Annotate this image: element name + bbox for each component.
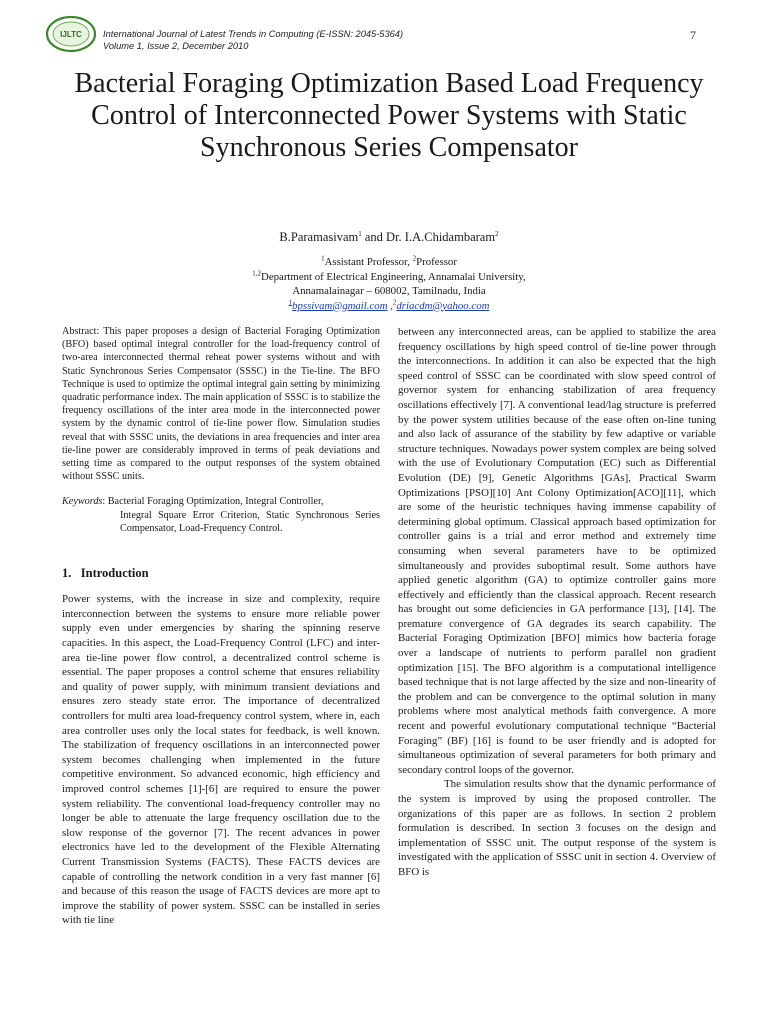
email-1-sup: 1 [288,297,293,306]
journal-name: International Journal of Latest Trends in Computing (E-ISSN: 2045-5364) [103,29,404,39]
email-link-1[interactable]: bpssivam@gmail.com [292,299,388,312]
email-line [0,299,768,314]
section-heading-introduction: 1. Introduction [62,565,149,580]
journal-volume: Volume 1, Issue 2, December 2010 [103,41,249,51]
role-1-sup: 1 [321,254,325,263]
keywords-first: : Bacterial Foraging Optimization, Integral Controller, [102,496,324,508]
affiliation-dept [0,270,768,285]
email-separator: , [387,299,393,312]
page-number: 7 [690,28,696,42]
keywords-label: Keywords [62,496,103,508]
intro-paragraph-1: Power systems, with the increase in size and complexity, require interconnection between the systems to ensure more reliable power supply even under emergencies by sharing the spinning reserve capacities. In this aspect, the Load-Frequency Control (LFC) and inter- area tie-line power flow control, a decentralized control scheme is essential. The paper proposes a control scheme that ensures reliability and quality of power supply, with minimum transient deviations and ensures zero steady state error. The importance of decentralized controllers for multi area load-frequency control system, where in, each area controller uses only the local states for feedback, is well known. The stabilization of frequency oscillations in an interconnected power system becomes challenging when implemented in the future competitive environment. So advanced economic, high efficiency and improved control schemes [1]-[6] are required to ensure the power system reliability. The conventional load-frequency controller may no longer be able to attenuate the large frequency oscillation due to the slow response of the governor [7]. The recent advances in power electronics have led to the development of the Flexible Alternating Current Transmission Systems (FACTS). These FACTS devices are capable of controlling the network condition in a very fast manner [6] and because of this reason the usage of FACTS devices are more apt to improve the stability of power system. SSSC can be installed in series with tie line [62,593,380,927]
author-1: B.Paramasivam [279,230,359,244]
keywords-rest: Integral Square Error Criterion, Static Synchronous Series Compensator, Load-Frequency Control. [120,509,380,535]
author-line [0,230,768,245]
journal-logo [44,14,98,54]
intro-paragraph-1-continued: between any interconnected areas, can be applied to stabilize the area frequency oscillations by high speed control of tie-line power through the interconnections. In addition it can also be expected that the high speed control of SSSC can be coordinated with slow speed control of governor system for enhancing stabilization of area frequency oscillations effectively [7]. A conventional lead/lag structure is preferred by the power system utilities because of the ease often on-line tuning and also lack of assurance of the stability by few adaptive or variable structure techniques. Nowadays power system complex are being solved with the use of Evolutionary Computation (EC) such as Differential Evolution (DE) [9], Genetic Algorithms [GAs], Practical Swarm Optimizations [PSO][10] Ant Colony Optimization[ACO][11], which are some of the heuristic techniques having immense capability of determining global optimum. Classical approach based optimization for controller gains is a trial and error method and extremely time consuming when several parameters have to be optimized simultaneously and provides suboptimal result. Some authors have applied genetic algorithm (GA) to optimize controller gains more effectively and efficiently than the classical approach. Recent research has brought out some deficiencies in GA performance [13], [14]. The premature convergence of GA degrades its search capability. The Bacterial Foraging Optimization [BFO] mimics how bacteria forage over a landscape of nutrients to perform parallel non gradient optimization [15]. The BFO algorithm is a computational intelligence based technique that is not large affected by the size and non-linearity of the problem and can be convergence to the optimal solution in many problems where most analytical methods faith convergence. A more recent and powerful evolutionary computational technique “Bacterial Foraging” (BF) [16] is found to be user friendly and is adopted for simultaneous optimization of several parameters for both primary and secondary control loops of the governor. [398,326,716,776]
author-2-sup: 2 [495,229,499,238]
affiliation-block [0,255,768,313]
journal-logo-text: IJLTC [60,30,82,39]
author-separator: and [361,230,387,244]
dept: Department of Electrical Engineering, Annamalai University, [261,270,526,283]
intro-paragraph-2: The simulation results show that the dynamic performance of the system is improved by using the proposed controller. The organizations of this paper are as follows. In section 2 problem formulation is described. In section 3 focuses on the design and implementation of SSSC unit. The output response of the system is investigated with the application of SSSC unit in section 4. Overview of BFO is [398,778,716,878]
paper-title: Bacterial Foraging Optimization Based Load Frequency Control of Interconnected Power Systems with Static Synchronous Series Compensator [74,68,704,163]
email-link-2[interactable]: driacdm@yahoo.com [396,299,490,312]
email-2-sup: 2 [392,297,397,306]
abstract: Abstract: This paper proposes a design of Bacterial Foraging Optimization (BFO) based optimal integral controller for the load-frequency control of two-area interconnected thermal reheat power systems without and with Static Synchronous Series Compensator (SSSC) in the Tie-line. The BFO Technique is used to optimize the optimal integral gain setting by minimizing quadratic performance index. The main application of SSSC is to stabilize the frequency oscillations of the inter area mode in the interconnected power system by the dynamic control of tie-line power flow. Simulation studies reveal that with SSSC units, the deviations in area frequencies and inter area tie-line power are considerably improved in terms of peak deviations and setting time as compared to the output responses of the system obtained without SSSC units. [62,326,380,483]
left-column [62,325,380,928]
role-2: Professor [416,256,457,268]
right-column [398,325,716,880]
role-1: Assistant Professor, [324,256,413,268]
journal-header [103,28,403,52]
affiliation-roles [0,255,768,270]
dept-sup: 1,2 [252,268,262,277]
keywords [62,495,380,535]
role-2-sup: 2 [412,254,417,263]
author-1-sup: 1 [358,229,362,238]
author-2: Dr. I.A.Chidambaram [386,230,496,244]
affiliation-place: Annamalainagar – 608002, Tamilnadu, India [292,285,486,297]
